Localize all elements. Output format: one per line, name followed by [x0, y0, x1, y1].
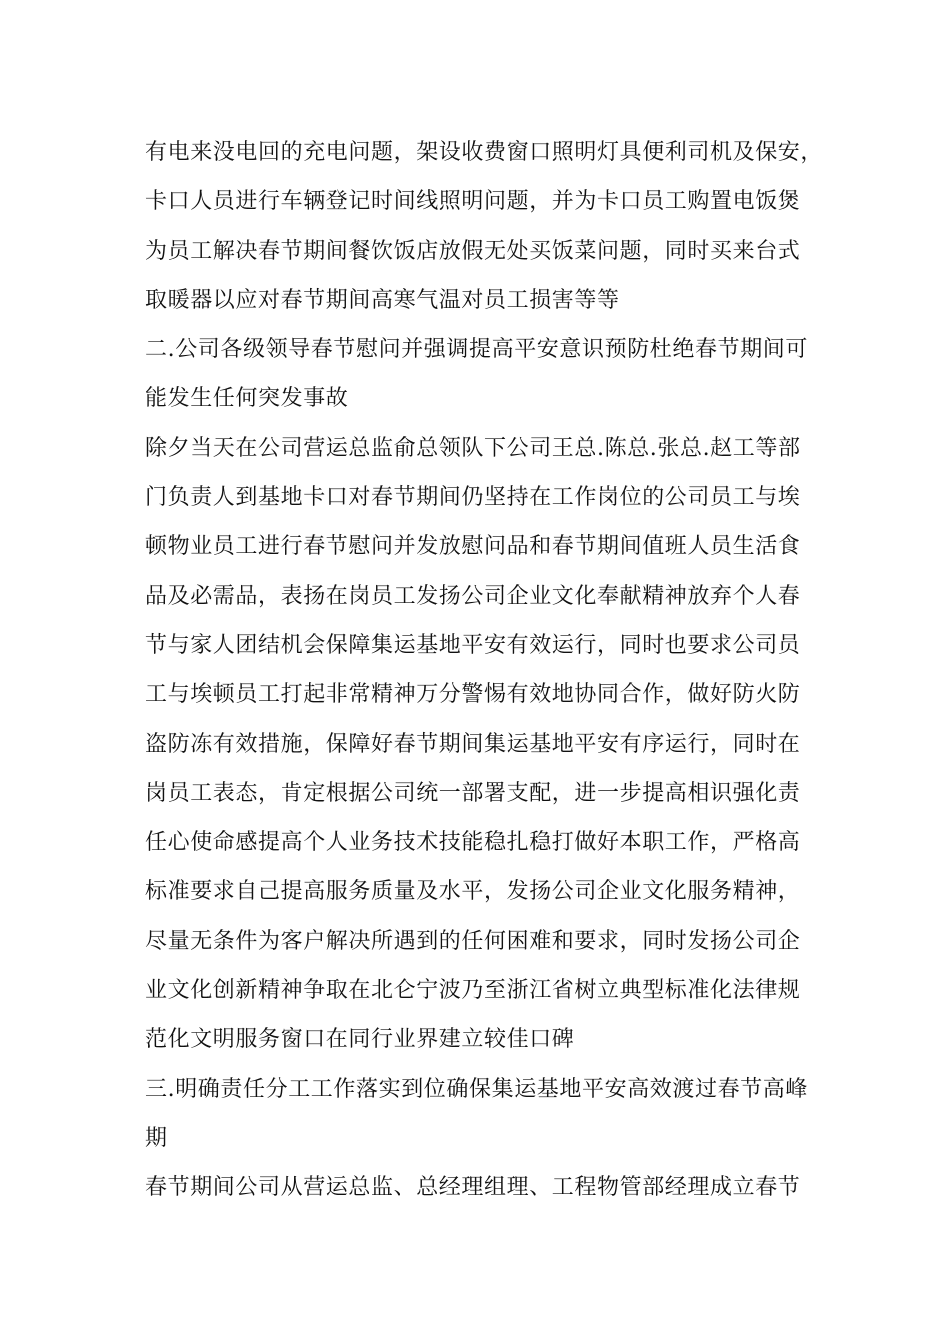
- section-heading-line: 三.明确责任分工工作落实到位确保集运基地平安高效渡过春节高峰: [145, 1076, 808, 1102]
- text-line: 标准要求自己提高服务质量及水平，发扬公司企业文化服务精神，: [145, 879, 801, 905]
- text-line: 尽量无条件为客户解决所遇到的任何困难和要求，同时发扬公司企: [145, 928, 801, 954]
- text-line: 除夕当天在公司营运总监俞总领队下公司王总.陈总.张总.赵工等部: [145, 435, 801, 461]
- text-line: 门负责人到基地卡口对春节期间仍坚持在工作岗位的公司员工与埃: [145, 485, 801, 511]
- text-line: 岗员工表态，肯定根据公司统一部署支配，进一步提高相识强化责: [145, 780, 801, 806]
- section-heading-line: 二.公司各级领导春节慰问并强调提高平安意识预防杜绝春节期间可: [145, 337, 808, 363]
- section-heading-line: 能发生任何突发事故: [145, 386, 349, 412]
- text-line: 节与家人团结机会保障集运基地平安有效运行，同时也要求公司员: [145, 632, 801, 658]
- text-line: 品及必需品，表扬在岗员工发扬公司企业文化奉献精神放弃个人春: [145, 583, 801, 609]
- text-line: 卡口人员进行车辆登记时间线照明问题，并为卡口员工购置电饭煲: [145, 189, 801, 215]
- text-line: 范化文明服务窗口在同行业界建立较佳口碑: [145, 1027, 575, 1053]
- document-body: [145, 128, 825, 1213]
- text-line: 业文化创新精神争取在北仑宁波乃至浙江省树立典型标准化法律规: [145, 978, 801, 1004]
- text-line: 任心使命感提高个人业务技术技能稳扎稳打做好本职工作，严格高: [145, 830, 801, 856]
- text-line: 有电来没电回的充电问题，架设收费窗口照明灯具便利司机及保安，: [145, 140, 824, 165]
- section-heading-line: 期: [145, 1125, 168, 1151]
- text-line: 为员工解决春节期间餐饮饭店放假无处买饭菜问题，同时买来台式: [145, 238, 801, 264]
- text-line: 盗防冻有效措施，保障好春节期间集运基地平安有序运行，同时在: [145, 731, 801, 757]
- text-line: 工与埃顿员工打起非常精神万分警惕有效地协同合作，做好防火防: [145, 682, 801, 708]
- text-line: 顿物业员工进行春节慰问并发放慰问品和春节期间值班人员生活食: [145, 534, 801, 560]
- text-line: 取暖器以应对春节期间高寒气温对员工损害等等: [145, 287, 620, 313]
- text-line: 春节期间公司从营运总监、总经理组理、工程物管部经理成立春节: [145, 1175, 801, 1201]
